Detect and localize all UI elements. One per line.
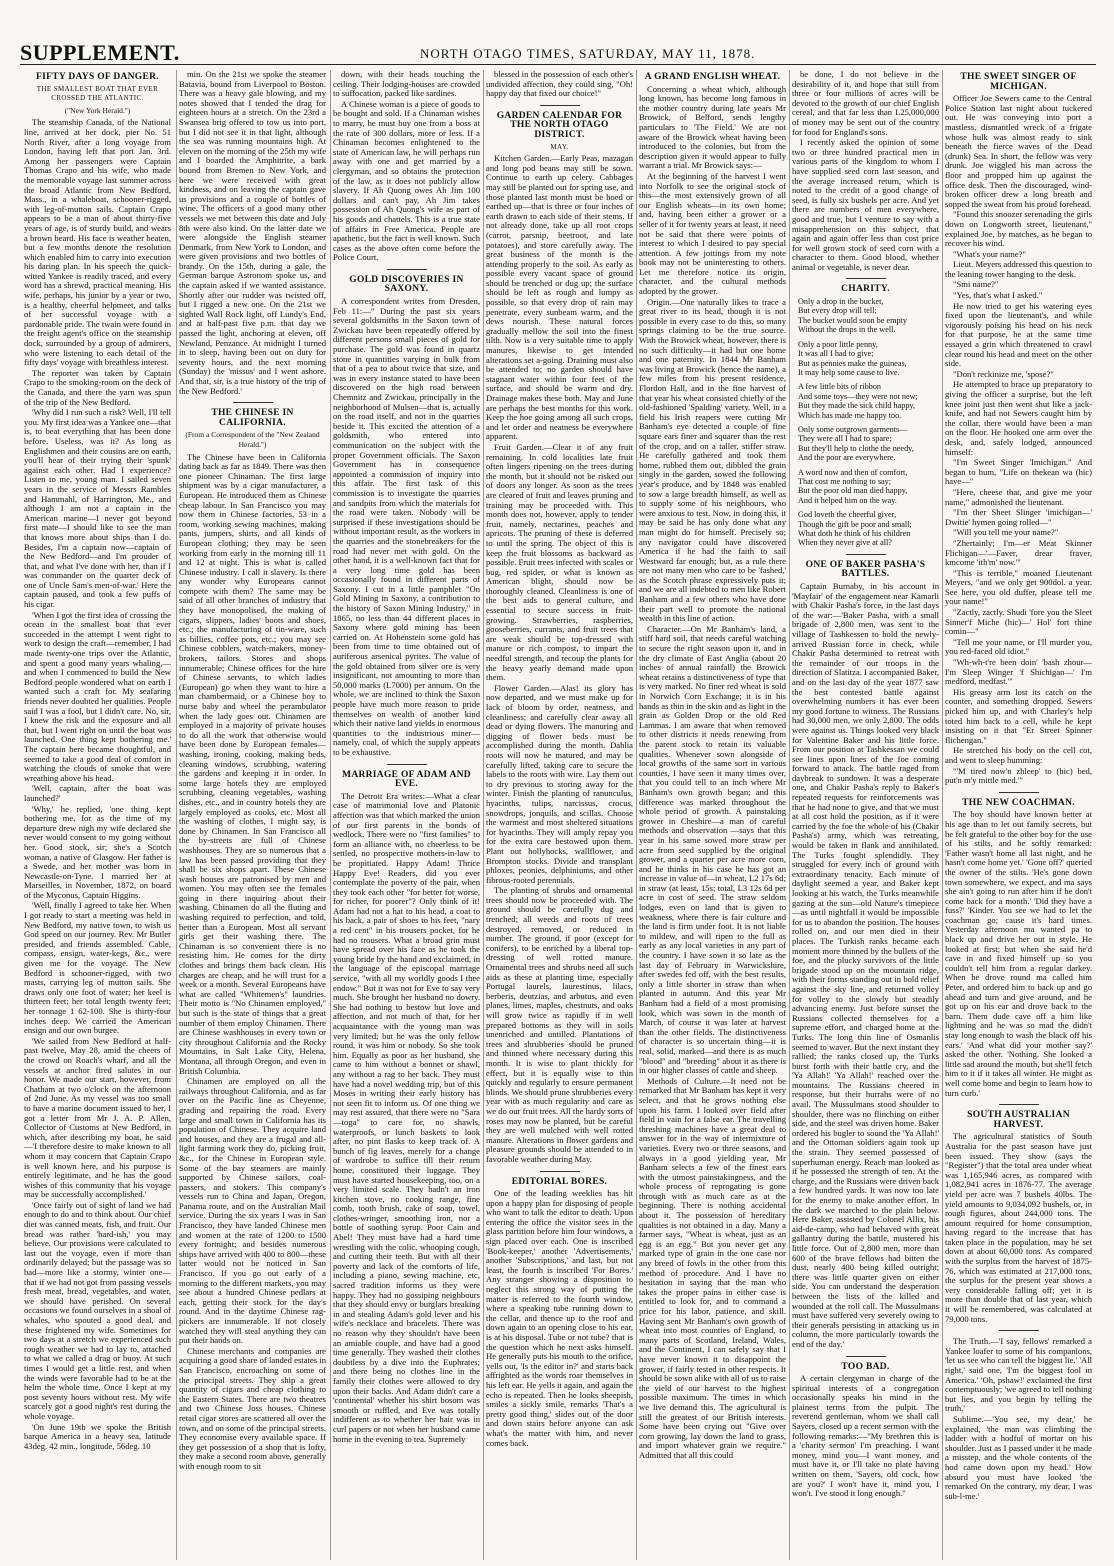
poem-line: But every drop will tell; [798,306,877,316]
paragraph: The agricultural statistics of South Australia for the past season have just been issued. They show (says the "Register") that the total area under wheat was 1,165,946 acres, as compared with 1,082,941 acres in 1876-77. The average yield per acre was 7 bushels 40lbs. The yield amounts to 9,034,092 bushels, or, in rough figures, about 244,000 tons. The amount required for home consumption, having regard to the increase that has taken place in the population, may be set down at about 60,000 tons. As compared with the surplus from the harvest of 1875-76, which was estimated at 217,000 tons, the surplus for the present year shows a very considerable falling off; yet it is more than double that of last year, which it will be remembered, was calculated at 79,000 tons. [945,1131,1092,1324]
poem-line: But the poor old man died happy, [798,486,908,496]
divider [540,105,580,106]
poem-line: And it helped him on the way. [798,495,897,505]
article-source: ("New York Herald.") [64,105,131,115]
poem-line: And some toys—they were not new; [798,391,918,401]
paragraph: The steamship Canada, of the National line, arrived at her dock, pier No. 51 North River, after a long voyage from London, having left that port Jan. 3rd. Among her passengers were Captain Thomas Crapo and his wife, who made the memorable voyage last summer across the broad Atlantic from New Bedford, Mass., in a whaleboat, schooner-rigged, with leg-of-mutton sails. Captain Crapo appears to be a man of about thirty-five years of age, is of sturdy build, and wears a brown beard. His face is weather beaten, but a few months denote the resolution which enabled him to carry into execution his daring plan. In his speech the quick-witted Yankee is readily traced, and every word has a shrewd, practical meaning. His wife, perhaps, his junior by a year or two, is a healthy, cheerful helpmeet, and talks of her successful voyage with a pardonable pride. The twain were found in the freight agent's office on the steamship dock, surrounded by a group of admirers, who were listening to each detail of the fifty days' voyage with breathless interest. [24,117,171,368]
poem-line: The bucket would soon be empty [798,315,907,325]
poem-line: It may help some cause to live. [798,367,900,377]
paragraph: 'Why did I run such a risk? Well, I'll tell you. My first idea was a Yankee one—that is, to beat everything that has been done before. Useless, was it? As long as Englishmen and their cousins are on earth, you'll hear of their trying their 'spunk' against each other. Had I experience? Listen to me, young man. I sailed seven years in the service of Messrs Rambles and Hammahl, of Harrington, Me., and although I am not a captain in the American marine—I never got beyond first mate—I should like to see the man that knows more about ships than I do. Besides, I'm a captain now—captain of the New Bedford—and I'm prouder of that, and what I've done with her, than if I was commander on the quarter deck of one of Uncle Sam's men-of-war.' Here the captain paused, and took a few puffs of his cigar. [24,407,171,610]
paragraph: He stretched his body on the cell cot, and went to sleep humming: [945,745,1092,765]
column-rule [942,70,943,1560]
paragraph: Origin.—One naturally likes to trace a great river to its head, though it is not possible in every case to do this, so many springs claiming to be the true source. With the Browick wheat, however, there is no such difficulty—it had but one home and one paternity. In 1844 Mr Banham was living at Browick (hence the name), a few miles from his present residence, Flordon Hall, and in the fine harvest of that year his wheat consisted chiefly of the old-fashioned 'Spalding' variety. Well, in a field his Irish reapers were cutting Mr Banham's eye detected a couple of fine square ears finer and squarer than the rest of the crop, and on a taller, stiffer straw. He carefully gathered and took them home, rubbed them out, dibbled the grain singly in the garden, sowed the following year's produce, and by 1848 was enabled to sow a large breadth himself, as well as to supply some of his neighbours, who were anxious to test. Now, in doing this, it may be said he has only done what any man might do for himself. Precisely so; any navigator could have discovered America if he had the faith to sail Westward far enough; but, as a rule there are not many men who care to be 'fashed,' as the Scotch phrase expressively puts it; and we are all indebted to men like Robert Banham and a few others who have done their part well to promote the national wealth in this line of action. [639,296,786,624]
poem-line: They were all I had to spare; [798,434,892,444]
column-rule [176,70,177,1560]
paragraph: "Tell me your name, or I'll murder you, you red-faced old idiot." [945,636,1092,657]
poem-line: But they made the sick child happy, [798,401,916,411]
column-2 [179,70,326,1560]
paragraph: 'Well, finally I agreed to take her. When I got ready to start a meeting was held in New Bedford, my native town, to wish us God speed on our journey. Rev. Mr Butler presided, and friends assembled. Cable, compass, ensign, water-kegs, &c., were given me for the voyage. The New Bedford is schooner-rigged, with two masts, carrying leg of mutton sails. She draws only one foot of water; her keel is thirteen feet; her total length twenty feet; her tonnage 1 62-100. She is thirty-four inches deep. We carried the American ensign and our own burgee. [24,900,171,1036]
paragraph: He now tried to get his watering eyes fixed upon the lieutenant's, and while vigorously poising his head on his neck for that purpose, he at the same time essayed a grin which threatened to crawl clear round his head and meet on the other side. [945,300,1092,369]
paragraph: Officer Joe Sewers came to the Central Police Station last night about tuckered out. He was conveying into port a mastless, dismantled wreck of a frigate whose hulk was almost ready to sink beneath the fierce waves of the Dead (drunk) Sea. In short, the fellow was very drunk. Joe wiggled his man across the floor and propped him up against the office desk. Then the discouraged, wind-broken officer drew a long breath and sopped the sweat from his proud forehead. [945,93,1092,209]
paragraph: "Zactly, zactly. Shudi 'fore you the Sleet Sinner'f Miche (hic)—' Hol' fort thine comin—" [945,607,1092,637]
paragraph: "Here, cheese that, and give me your name," admonished the lieutenant. [945,486,1092,507]
paragraph: "This is terrible," moaned Lieutenant Meyers, "and we only get 900dol. a year. See here, you old duffer, please tell me your name!" [945,567,1092,607]
divider [540,1171,580,1172]
column-3 [333,70,480,1560]
paragraph: Kitchen Garden.—Early Peas, mazagan and long pod beans may still be sown. Continue to earth up celery. Cabbages may still be planted out for spring use, and those planted last month must be hoed or earthed up—that is three or four inches of earth drawn to each side of their stems. If not already done, take up all root crops (carrot, parsnip, beetroot, and late potatoes), and store carefully away. The great business of the month is the attending properly to the soil. As early as possible every vacant space of ground should be trenched or dug up; the surface should be left as rough and lumpy as possible, so that every drop of rain may penetrate, every sunbeam warm, and the dews nourish. These natural forces gradually mellow the soil into the finest tilth. Now is a very suitable time to apply manures, likewise to get intended alterations set a-going. Draining must also be attended to; no garden should have stagnant water within four feet of the surface, and should be warm and dry. Drainage makes these both. May and June are perhaps the best months for this work. Keep the hoe going among all such crops, and let order and neatness be everywhere apparent. [486,153,633,442]
poem-line: Only a drop in the bucket, [798,297,884,307]
paragraph: down, with their heads touching the ceiling. Their lodging-houses are crowded to suffocation, packed like sardines. [333,70,480,99]
paragraph: One of the leading weeklies has hit upon a happy plan for disposing of people who want to talk the editor to death. Upon entering the office the visitor sees in the glass partition before him four windows, a sign placed over each. One is inscribed 'Book-keeper,' another 'Advertisements,' another 'Subscriptions,' and last, but not least, the fourth is inscribed 'For Bores.' Any stranger showing a disposition to neglect this strong way of putting the matter is referred to the fourth window, where a speaking tube running down to the cellar, and thence up to the roof and down again to an opening close to his ear, is at his disposal. Tube or not tube? that is the question which he next asks himself. He generally puts his mouth to the orifice, yells out, 'Is the editor in?' and starts back affrighted as the words roar themselves in his left ear. He yells it again, and again the echo is repeated. Then he looks sheepish, smiles a sickly smile, remarks 'That's a pretty good thing,' slides out of the door and down stairs before anyone can ask what's the matter with him, and never comes back. [486,1188,633,1448]
paragraph: be done, I do not believe in the desirability of it, and hope that still from three or four millions of acres will be devoted to the growth of our chief English cereal, and that far less than L25,000,000 of money may be sent out of the country for food for England's sons. [792,70,939,137]
paragraph: "Wh-wh-t're been doin' 'bash zhour—I'm Sleep Winger 'f Shichigan—' I'm medford, medfast.'" [945,657,1092,687]
paragraph: "Don't reckinize me, 'spose?" [953,368,1054,379]
divider [999,792,1039,793]
divider [846,554,886,555]
supplement-title: SUPPLEMENT. [20,40,180,65]
paragraph: The planting of shrubs and ornamental trees should now be proceeded with. The ground should be carefully dug and trenched; all weeds and roots of trees destroyed, removed, or reduced in number. The ground, if poor (except for conifers), to be enriched by a liberal top-dressing of well rotted manure. Ornamental trees and shrubs need all such aids as these at planting time, especially Portugal laurels, laurestinus, lilacs, berberis, deutzias, and arbutus, and even planes, limes, maples, chestnuts, and oaks will grow twice as rapidly if in well prepared bottoms as they will in soils unenriched and untilled. Plantations of trees and shrubberies should be pruned and thinned where necessary during this month. It is wise to plant thickly for effect, but it is equally wise to thin quickly and regularly to ensure permanent blinds. We should prune shrubberies every year with as much regularity and care as we do our fruit trees. All the hardy sorts of roses may now be planted, but be careful they are well mulched with well rotted manure. Alterations in flower gardens and pleasure grounds should be attended to in favorable weather during May. [486,885,633,1164]
article-subheadline: THE SMALLEST BOAT THAT EVER CROSSED THE ATLANTIC. [36,84,159,103]
paragraph: 'On June 19th we spoke the British barque America in a heavy sea, latitude 43deg. 42 min., longitude, 56deg. 10 [24,1421,171,1451]
paragraph: Concerning a wheat which, although long known, has become long famous in the mother country during late years Mr Browick, of Belford, sends lengthy particulars to 'The Field.' We are not aware of the Browick wheat having been introduced to the colonies, but from the description given it would appear to fully warrant a trial. Mr Browick says:— [639,83,786,171]
paragraph: "I'm Sweet Singer 'Imichigan." And began to hum, "Life on thekean wa (hic) have—" [945,457,1092,487]
paragraph: "Will you tell me your name?" [953,527,1059,538]
paragraph: "Found this snoozer serenading the girls down on Longworth street, lieutenant," explained Joe, by matches, as he began to recover his wind. [945,209,1092,249]
paragraph: 'Once fairly out of sight of land we had enough to do and to think about. Our chief diet was canned meats, fish, and fruit. Our bread was rather 'hard-ish,' you may believe. Our provisions were calculated to last out the voyage, even if more than ordinarily delayed; but the passage was so bad—more like a stormy, winter one—that if we had not got from passing vessels fresh meat, bread, vegetables, and water, we should have perished. On several occasions we found ourselves in a shoal of whales, who spouted a good deal, and these frightened my wife. Sometimes for two days at a stretch we experienced such rough weather we had to lay to, attached to what we called a drag or buoy. At such times I would get a little rest, and when the winds were favorable had to be at the helm the whole time. Once I kept at my post seventy hours without rest. My wife scarcely got a good night's rest during the whole voyage. [24,1199,171,1421]
divider [233,402,273,403]
article-headline: TOO BAD. [841,1361,890,1372]
poem-line: What doth he think of his children [798,529,911,538]
paragraph: Character.—On Mr Banham's land, a stiff hard soil, that needs careful watching to secure the right season upon it, and in the dry climate of East Anglia (about 20 inches of annual rainfall) the Browick wheat retains a distinctiveness of type that is very marked. No finer red wheat is sold in Norwich Corn Exchange; it is in his hands as thin in the skin and as light in the grain as Golden Drop or the old Red Lammas. I am aware that when removed to other districts it needs renewing from the parent stock to retain its valuable qualities. Whenever sown alongside of local growths of the same sort in various counties, I have seen it many times over, that you could tell to an inch where Mr Banham's own growth began; and this difference was marked throughout the whole period of growth. A painstaking grower in Cheshire—a man of careful methods and observation —says that this year in his same sowed more straw per acre from seed supplied by the original grower, and a quarter per acre more corn, and he thinks in his case he has got an increase in value of—in wheat, L2 17s 6d; in straw (at least, 15s; total, L3 12s 6d per acre in cost of seed. The straw seldom lodges, even on land that is given to weakness, where there is fair culture and the land is firm under foot. It is not liable to mildew, and will ripen to the full as early as any local varieties in any part of the country. I have sown it so late as the last day of February in Warwickshire, after swedes fed off, with the best results, only a little shorter in straw than when planted in autumn. And this year Mr Banham had a field of a most promising look, which was sown in the month of March, of course it was later at harvest than the other fields. The distinctiveness of character is so uncertain thing—it is real, solid, marked—and there is as much "blood" and "breeding" about it as there is in our higher classes of cattle and sheep. [639,623,786,1076]
divider [999,1330,1039,1331]
paragraph: Fruit Garden.—Clear it of any fruit remaining. In cold localities late fruit often lingers ripening on the trees during the month, but it should not be risked out of doors any longer. As soon as the trees are cleared of fruit and leaves pruning and training may be proceeded with. This month does not, however, apply to tender fruit, namely, nectarines, peaches and apricots. The pruning of these is deferred to until the spring. The object of this is keep the fruit blossoms as backward as possible. Fruit trees infected with scales or bug, red spider, or what is known as American blight, should now be thoroughly cleaned. Cleanliness is one of the best aids to general culture, and essential to secure success in fruit-growing. Strawberries, raspberries, gooseberries, currants, and fruit trees that are weak should be top-dressed with manure or rich compost, to impart the needful strength, and recoup the plants for the heavy yearly demand made upon them. [486,441,633,683]
paragraph: "Yes, that's what I asked." [953,290,1043,301]
column-rule [636,70,637,1560]
poem-line: God loveth the cheerful giver, [798,510,897,520]
poem-line: Only a poor little penny, [798,339,878,349]
paragraph: The Detroit Era writes:—What a clear case of matrimonial love and Platonic affection was that which marked the union of our first parents in the bonds of wedlock. There were no "first families" to form an alliance with, no cheerless to be settled, no prospective mothers-in-law to be propitiated. Happy Adam! Thrice Happy Eve! Readers, did you ever contemplate the poverty of the pair, when they took each other "for better for worse, for richer, for poorer"? Only think of it! Adam had not a hat to his head, a coat to his back, a pair of shoes to his feet, "nary a red cent" in his trousers pocket, for he had no trousers. What a broad grin must have spread over his face as he took the young bride by the hand and exclaimed, in the language of the episcopal marriage service, "with all my worldly goods I thee endow." But it was not for Eve to say very much. She brought her husband no dowry. She had nothing to bestow but love and affection, and not much of that, for her acquaintance with the young man was very limited; but he was the only fellow round, it was him or nobody. So she took him. Equally as poor as her husband, she came to him without a bonnet or shawl, any without a rag to her back. They must have had a novel wedding trip, but of this Moses in writing their early history has not seen fit to inform us. Of one thing we may rest assured, that there were no "Sara—toga" to care for, no shawls, waterproofs, or lunch baskets to look after, no pint flasks to keep track of. A bunch of fig leaves, merely for a change of wardrobe to suffice till their return home, constituted their luggage. They must have started housekeeping, too, on a very limited scale. They hadn't an iron kitchen stove, no cooking range, fine comb, tooth brush, cake of soap, towel, clothes-wringer, smoothing iron, nor a bottle of soothing syrup. Poor Cain and Abel! They must have had a hard time wrestling with the colic, whooping cough, and cutting their teeth. But with all their poverty and lack of the comforts of life, including a piano, sewing machine, etc, sacred tradition informs us they were happy. They had no gossiping neighbours that they should envy or burglars breaking in and stealing Adam's gold lever and his wife's necklace and bracelets. There was no reason why they shouldn't have been an amiable couple, and have had a good time generally. They washed their clothes doubtless by a dive into the Euphrates; and there being no clothes line in the family their clothes were allowed to dry upon their backs. And Adam didn't care a 'continental' whether his shirt bosom was smooth or ruffled, and Eve was totally indifferent as to whether her hair was in curl papers or not when her husband came home in the evening to tea. Supremely [333,790,480,1444]
paragraph: "Smi name?" [953,279,999,290]
paragraph: The Truth.—'I say, fellows' remarked a Yankee loafer to some of his companions, 'let us see who can tell the biggest lie.' 'All right,' said one, 'I'm the biggest fool in America.' 'Oh, pshaw!' exclaimed the first contemptuously; 'we agreed to tell nothing but lies, and you begin by telling the truth.' [945,1336,1092,1414]
article-headline: THE NEW COACHMAN. [962,797,1075,808]
poem-line: When they never give at all? [798,538,892,548]
poem-line: Though the gift be poor and small; [798,519,912,529]
column-rule [789,70,790,1560]
divider [846,278,886,279]
paragraph: A certain clergyman in charge of the spiritual interests of a congregation occasionally speaks his mind in the plainest terms from the pulpit. The reverend gentleman, whom we shall call Sayers, closed up a recent sermon with the following remarks:—"My brethren this is a 'charity sermon' I'm preaching. I want money, mind you—I want money, and must have it, or I'll take no plate having written on them, 'Sayers, old cock, how are you?' I won't have it, mind you, I won't. I've stood it long enough." [792,1373,939,1499]
paragraph: The reporter was taken by Captain Crapo to the smoking-room on the deck of the Canada, and there the yarn was spun of the trip of the New Bedford. [24,367,171,407]
column-6 [792,70,939,1560]
paragraph: min. On the 21st we spoke the steamer Batavia, bound from Liverpool to Boston. There was a heavy gale blowing, and my notes showed that I tended the drag for eighteen hours at a stretch. On the 23rd a Swansea brig offered to tow us into port, but I did not see it in that light, although the sea was running mountains high. At eleven on the morning of the 25th my wife and I boarded the Amphitrite, a bark bound from Bremen to New York, and here we were received with great kindness, and on leaving the captain gave us provisions and a couple of bottles of wine. The officers of a good many other vessels we met between this date and July 8th were also kind. On the latter date we were alongside the English steamer Denmark, from New York to London, and were given provisions and two bottles of brandy. On the 15th, during a gale, the German barque Astronom spoke us, and the captain asked if we wanted assistance. Shortly after our rudder was twisted off, but I rigged a new one. On the 21st we sighted Wall Rock light, off Lundy's End, and at half-past five p.m. that day we passed the light, anchoring at eleven, off Newland, Penzance. At midnight I turned in to sleep, having been out on duty for seventy hours, and the next morning (Sunday) the 'missus' and I went ashore. And that, sir, is a true history of the trip of the New Bedford.' [179,70,326,396]
article-headline: ONE OF BAKER PASHA'S BATTLES. [805,559,926,580]
paragraph: His greasy arm lost its catch on the counter, and something dropped. Sewers picked him up, and with Charley's help toted him back to a cell, while he kept insisting on it that "Er Street Spinner flichengan." [945,686,1092,745]
poem-line: That cost me nothing to say; [798,476,892,486]
poem-line: And the poor are everywhere. [798,453,896,463]
poem-line: But as pennies make the guineas, [798,358,907,368]
column-rule [483,70,484,1560]
divider [846,1356,886,1357]
poem-line: A few little bits of ribbon [798,382,882,392]
poem-line: Which has made me happy too. [798,410,902,420]
paragraph: A Chinese woman is a piece of goods to be bought and sold. If a Chinaman wishes to marry, he must buy one from a boss at the rate of 300 dollars, more or less. If a Chinaman becomes enlightened to the state of American law, he will perhaps run away with one and get married by a clergyman, and so obtains the protection of the law, as it does not publicly allow slavery. If Ah Quong owes Ah Jim 100 dollars and can't pay, Ah Jim takes possession of Ah Quong's wife as part of his goods and chattels. This is a true state of affairs in Free America. People are apathetic, but the fact is well known. Such cases as the above often come before the Police Court. [333,98,480,263]
newspaper-title: NORTH OTAGO TIMES, SATURDAY, MAY 11, 1878. [420,46,756,61]
article-headline: GOLD DISCOVERIES IN SAXONY. [349,274,464,295]
article-headline: FIFTY DAYS OF DANGER. [36,72,159,82]
article-headline: SOUTH AUSTRALIAN HARVEST. [967,1110,1070,1130]
divider [387,269,427,270]
poem-line: Only some outgrown garments— [798,424,908,434]
paragraph: Methods of Culture.—It need not be remarked that Mr Banham has kept it very select, and that he grows nothing else upon his farm. I looked over field after field in vain for a false ear. The travelling threshing machines have a great deal to answer for in the way of intermixture of varieties. Every two or three seasons, and always in a good yielding year, Mr Banham selects a few of the finest ears with the utmost painstakingness, and the whole process of reprogating is gone through with as much care as at the beginning. There is nothing accidental about it. The possession of hereditary qualities is not obtained in a day. Many a farmer says, "Wheat is wheat, just as an egg is an egg." But you never get any marked type of grain in the one case nor any breed of fowls in the other from this method of procedure. And I have no hesitation in saying that the man who takes the proper pains in either case is entitled to look for, and to command a price for his labor, patience, and skill. Having sent Mr Banham's own growth of wheat into most counties of England, to many parts of Scotland, Ireland, Wales, and the Continent, I can safely say that I have never known it to disappoint the grower, if fairly tested in other respects. It should be sown alike with all of us to raise the yield of our harvest to the highest possible maximum. The times in which we live demand this. The agricultural is still the greatest of our British interests. Some have been crying out "Give over corn growing, lay down the land to grass, and import whatever grain we require." Admitted that all this could [639,1075,786,1460]
paragraph: The Chinese have been in California dating back as far as 1849. There was then one pioneer Chinaman. The first large shipment was by a cigar manufacturer, a European. He introduced them as Chinese cheap labour. In San Francisco you may now them in Chinese factories, 53 in a room, working sewing machines, making pants, jumpers, shirts, and all kinds of European clothing; they may be seen working from early in the morning till 11 and 12 at night. This is what is called Chinese industry. I call it slavery. Is there any wonder why Europeans cannot compete with them? The same may be said of all other branches of industry that they have monopolised, the making of cigars, slippers, ladies' boots and shoes, etc.; the manufacturing of tin-ware, such as billies, coffee pots, etc.; you may see Chinese cobblers, watch-makers, money-brokers, tailors. Stores and shops innumerable; Chinese offices for the hire of Chinese servants, to which ladies (European) go when they want to hire a man chambermaid, or a Chinese boy to nurse baby and wheel the perambulator when the lady goes out. Chinamen are employed in a majority of private houses to do all the work that otherwise would have been done by European females—washing, ironing, cooking, making beds, cleaning windows, scrubbing, watering the gardens and keeping it in order. In some large hotels they are employed scrubbing, cleaning vegetables, washing dishes, etc., and in country hotels they are largely employed as cooks, etc. Most all the washing of clothes, I might say, is done by Chinamen. In San Francisco all the by-streets are full of Chinese washhouses. They are so numerous that a law has been passed providing that they shall be six shops apart. These Chinese wash houses are patronised by men and women. You may often see the females going in there inquiring about their washing. Chinamen do all the fluting and washing required to perfection, and told, better than a European. Most all servant girls get their washing there. The Chinaman is so convenient there is no resisting him. He comes for the dirty clothes and brings them back clean. His charges are cheap, and he will trust for a week or a month. Several Europeans have what are called "Whitemen's" laundries. Their motto is "No Chinamen employed," but such is the state of things that a great number of them employ Chinamen. There are Chinese washhouses in every town or city throughout California and the Rocky Mountains, in Salt Lake City, Helena, Montana, all through Oregon, and even in British Columbia. [179,451,326,1076]
article-headline: THE CHINESE IN CALIFORNIA. [211,408,294,428]
paragraph: Captain Burnaby, in his account in 'Mayfair' of the engagement near Kamarli with Chakir Pasha's force, in the last days of the war:—'Baker Pasha, with a small brigade of 2,800 men, was sent to the village of Tashkessen to hold the newly-arrived Russian force in check, while Chakir Pasha determined to retreat with the remainder of our troops in the direction of Slatitza. I accompanied Baker, and on the last day of the year 1877 saw the best contested battle against overwhelming numbers it has ever been my good fortune to witness. The Russians had 30,000 men, we only 2,800. The odds were against us. Things looked very black for Valentine Baker and his little force. From our position at Tashkessan we could see lines upon lines of the foe coming forward to attack. The battle raged from daybreak to sundown. It was a desperate one, and Chakir Pasha's reply to Baker's repeated requests for reinforcements was that he had none to give, and that we must at all cost hold the position, as if it were carried by the foe the whole of his (Chakir Pasha's) army, which was retreating, would be taken in flank and annihilated. The Turks fought splendidly. They struggled for every inch of ground with extraordinary tenacity. Each minute of daylight seemed a year, and Baker kept looking at his watch, the Turks meanwhile gazing at the sun—old Nature's timepiece—as until nightfall it would be impossible for us to abandon the position. The houses rolled on, and our men died in their places. The Turkish ranks became each moment more thinned by the bullets of the foe, and the plucky survivors of the little brigade stood up on the mountain ridge, with their forms standing out in bold relief against the sky line, and returned volley for volley to the slowly but steadily advancing enemy. Just before sunset the Russians collected themselves for a supreme effort, and charged home at the Turks. The long thin line of Osmanlis seemed to waver. But the next instant they rallied; the ranks closed up, the Turks burst forth with their battle cry, and the 'Ya Allah!' 'Ya Allah!' reached over the mountains. The Russians cheered in response, but their hurrahs were of no avail. The Mussulmans stood shoulder to shoulder, there was no flinching on either side, and the steel was driven home. Baker ordered his bugler to sound the 'Ya Allah!' and the Ottoman soldiers again took up the strain. They seemed possessed of superhuman energy. Reach man looked as if he possessed the strength of ten. At the charge, and the Russians were driven back a few hundred yards. It was now too late for the enemy to make another effort. In the dark we marched to the plain below. Here Baker, assisted by Colonel Allix, his aid-de-camp, who had behaved with great gallantry during the battle, mustered his little force. Out of 2,800 men, more than 600 of the brave fellows had bitten the dust, nearly 400 being killed outright; there was little quarter given on either side. You can understand the desperation between the lists of the killed and wounded at the roll call. The Mussulmans must have suffered very severely owing to their generals persisting in attacking us in column, the more particularly towards the end of the day.' [792,581,939,1349]
paragraph: He attempted to brace up preparatory to giving the officer a surprise, but the left knee joint just then went shut like a jack-knife, and had not Sewers caught him by the collar, there would have been a man on the floor. He hooked one arm over the desk, and, safely lodged, announced himself: [945,379,1092,457]
paragraph: A correspondent writes from Dresden, Feb 11:—" During the past six years several goldsmiths in the Saxon town of Zwickau have been repeatedly offered by different persons small pieces of gold for purchase. The gold was found in quartz stone in quantities varying in bulk from that of a pea to about twice that size, and was in every instance stated to have been discovered on the high road between Chemnitz and Zwickau, principally in the neighborhood of Mulsen—that is, actually on the road itself, and not in the quarries beside it. This excited the attention of a goldsmith, who entered into communication on the subject with the proper Government officials. The Saxon Government has in consequence appointed a commission of inquiry into this affair. The first task of this commission is to investigate the quarries and sandpits from which the materials for the road were taken. Nobody will be surprised if these investigations should be without important result, as the workers in the quarries and the stonebreakers for the road had never met with gold. On the other hand, it is a well-known fact that for a very long time gold has been occasionally found in different parts of Saxony. I cut in a little pamphlet "On Gold Mining in Saxony, a contribution to the history of Saxon Mining Industry," in 1865, no less than 44 different places in Saxony where gold mining has been carried on. At Hohenstein some gold has been from time to time obtained out of auriferous arsenical pyrites. The value of the gold obtained from silver ore is very insignificant, not amounting to more than 50,000 marks (L7000) per annum. On the whole, we are inclined to think the Saxon people have much more reason to pride themselves on wealth of another kind which their native land yields in enormous quantities to the industrious miner—namely, coal, of which the supply appears to be exhaustive. [333,296,480,757]
paragraph: The boy should have known better at his age than to let out family secrets, but he felt grateful to the other boy for the use of his stilts, and he softly remarked: 'Father wasn't home all last night, and he hasn't come home yet.' 'Gone off?' queried the owner of the stilts. 'He's gone down town somewhere, we expect, and ma says she ain't going to run after him if he don't come back for a month.' 'Did they have a fuss?' 'Kinder. You see we had to let the coachman go; cause it's hard times. Yesterday afternoon ma wanted pa to black up and drive her out in style. He looked at first; but when she said he'd cave in and fixed himself up so you couldn't tell him from a regular darkey. When he drove round ma called him Peter, and ordered him to back up and go ahead and turn and give around, and he got up on his ear and drove back to the barn. Them dude cave off a him like lightning and he was so mad the didn't stay long enough to wash the black off his ears.' 'And what did your mother say?' asked the other. 'Nothing. She looked a little sad around the mouth, but she'll fetch him to it if it takes all winter. He might as well come home and begin to learn how to turn curb.' [945,809,1092,1098]
poem-line: But they'll help to clothe the needy, [798,443,914,453]
paragraph: I recently asked the opinion of some two or three hundred practical men in various parts of the kingdom to whom I have supplied seed corn last season, and the average increased return, which is noted to the credit of a good change of seed, is fully six bushels per acre. And yet there are numbers of men everywhere, good and true, but I venture to say with a misapprehension on this subject, that again and again offer less than cost price for well grown stock of seed corn with a character to them. Good blood, whether animal or vegetable, is never dear. [792,137,939,272]
paragraph: Sublime.—'You see, my dear,' he explained, 'the man was climbing the ladder with a hodful of mortar on his shoulder. Just as I passed under it he made a misstep, and the whole contents of the hod came down upon my head.' How absurd you must have looked 'the remarked On the contrary, my dear, I was sub-l-me.' [945,1413,1092,1501]
masthead [20,38,1096,66]
paragraph: "'M tired now'n zhleep' to (hic) bed, put'n m'y mittle med.'" [945,765,1092,786]
paragraph: 'We sailed from New Bedford at half-past twelve, May 28, amid the cheers of the crowd on Roach's wharf, and all the vessels at anchor fired salutes in our honor. We made our start, however, from Chatham at two o'clock on the afternoon of 2nd June. As my vessel was too small to have a marine document issued to her, I got a letter from Mr J. A. P. Allen, Collector of Customs at New Bedford, in which, after describing my boat, he said—'I therefore desire to make known to all whom it may concern that Captain Crapo is well known here, and his purpose is entirely legitimate, and he has the good wishes of this community that his voyage may be successfully accomplished.' [24,1035,171,1200]
column-5 [639,70,786,1560]
article-headline: A GRAND ENGLISH WHEAT. [644,72,781,82]
poem-line: A word now and then of comfort, [798,467,908,477]
divider [999,1104,1039,1105]
divider [387,764,427,765]
poem-line: Without the drops in the well. [798,325,896,335]
paragraph: blessed in the possession of each other's undivided affection, they could sing, "Oh! happy day that fixed our choice!" [486,70,633,99]
month-heading: MAY. [550,142,569,151]
article-headline: MARRIAGE OF ADAM AND EVE. [342,769,471,790]
paragraph: Lieut. Meyers addressed this question to the leaning tower hanging to the desk. [945,259,1092,279]
poem [792,297,939,548]
paragraph: 'Why,' he replied, 'one thing kept bothering me, for as the time of my departure drew nigh my wife declared she never would consent to my going without her. Good stock, sir; she's a Scotch woman, a native of Glasgow. Her father is a Swede, and her mother was born in Newcastle-on-Tyne. I married her at Marseilles, in November, 1872, on board of the Myconus, Captain Higgins. [24,803,171,900]
poem-line: It was all I had to give; [798,349,874,359]
paragraph: 'Well, captain, after the boat was launched?' [24,783,171,803]
paragraph: Chinamen are employed on all the railways throughout California, and as far over on the Pacific line as Cheyenne, grading and repairing the road. Every large and small town in California has its population of Chinese. They acquire land and houses, and they are a frugal and all-light farming work they do, picking fruit, &c., for the Chinese in European style. Some of the bay steamers are mainly supported by Chinese sailors, coal-passers, and stokers. This company's vessels run to China and Japan, Oregon, Panama route, and on the Australian Mail service. During the six years I was in San Francisco, they have landed Chinese men and women at the rate of 1200 to 1500 every fortnight; and besides numerous ships have arrived with 400 to 800—these latter would not be noticed in San Francisco. If you go out early of a morning to the different markets, you may see about a hundred Chinese pedlars at each, getting their stock for the day's round. And in the daytime Chinese rag-pickers are innumerable. If not closely watched they will steal anything they can put their hands on. [179,1076,326,1346]
paragraph: Flower Garden.—Alas! its glory has now departed, and we must make up for lack of bloom by order, neatness, and cleanliness; and carefully clear away all dead or dying flowers. The manuring and digging of flower beds must be accomplished during the month. Dahlia roots will now be matured, and may be carefully lifted, taking care to secure the labels to the roots with wire. Lay them out to dry previous to storing away for the winter. Finish the planting of ranunculus, hyacinths, tulips, narcissus, crocus, snowdrops, jonquils, and scillas. Choose the warmest and most sheltered situations for hyacinths. They will amply repay you for the extra care bestowed upon them. Plant out hollyhocks, wallflower, and Brompton stocks. Divide and transplant phloxes, peonies, delphiniums, and other fibrous-rooted perennials. [486,682,633,885]
paragraph: Chinese merchants and companies are acquiring a good share of landed estates in San Francisco, encroaching on some of the principal streets. They ship a great quantity of cigars and cheap clothing to the Eastern States. There are two theatres and two Chinese Joss houses. Chinese retail cigar stores are scattered all over the town, and on some of the principal streets. They economise every available space. If they get possession of a shop that is lofty, they make a second room above, generally with enough room to sit [179,1345,326,1471]
column-4 [486,70,633,1560]
column-rule [330,70,331,1560]
paragraph: "I'm ther Sheet Slinger 'imichigan—' Dwitie' hymen going rolled—" [945,507,1092,527]
paragraph: 'When I got the first idea of crossing the ocean in the smallest boat that ever succeeded in the attempt I went right to work to design the craft—remember, I had made twenty-one trips over the Atlantic, and spent a good many years whaling,—and when I commenced to build the New Bedford people wondered what on earth I wanted such a craft for. My seafaring friends never doubted her qualities. People said I was a fool, but I didn't care. No, sir, I knew the risk and the exposure and all that, but I went right on until the boat was launched. One thing kept bothering me.' The captain here became thoughtful, and seemed to take a good deal of comfort in watching the clouds of smoke that were wreathing above his head. [24,609,171,783]
article-headline: GARDEN CALENDAR FOR THE NORTH OTAGO DISTRICT. [496,110,623,140]
paragraph: "Zhertainly; I'm—er Meat Skinner Flichigan—'—Faver, drear fraver, kmcome 'ith'm' now.'" [945,537,1092,568]
article-source: (From a Correspondent of the "New Zealand Herald.") [185,430,320,449]
paragraph: "What's your name?" [953,248,1026,259]
article-headline: THE SWEET SINGER OF MICHIGAN. [960,72,1077,92]
masthead-rule [20,64,1096,65]
column-7 [945,70,1092,1560]
article-headline: EDITORIAL BORES. [511,1176,608,1187]
paragraph: At the beginning of the harvest I went into Norfolk to see the original stock of this—the most extensively grown of all our English wheats—in its own home; and, having been either a grower or a seller of it for twenty years at least, it need not be said that there were points of interest to which I desired to pay special attention. A few jottings from my note book may not be uninteresting to others. Let me therefore notice its origin, character, and the cultural methods adopted by the grower. [639,170,786,297]
poem-title: CHARITY. [841,284,890,295]
column-1 [24,70,171,1560]
